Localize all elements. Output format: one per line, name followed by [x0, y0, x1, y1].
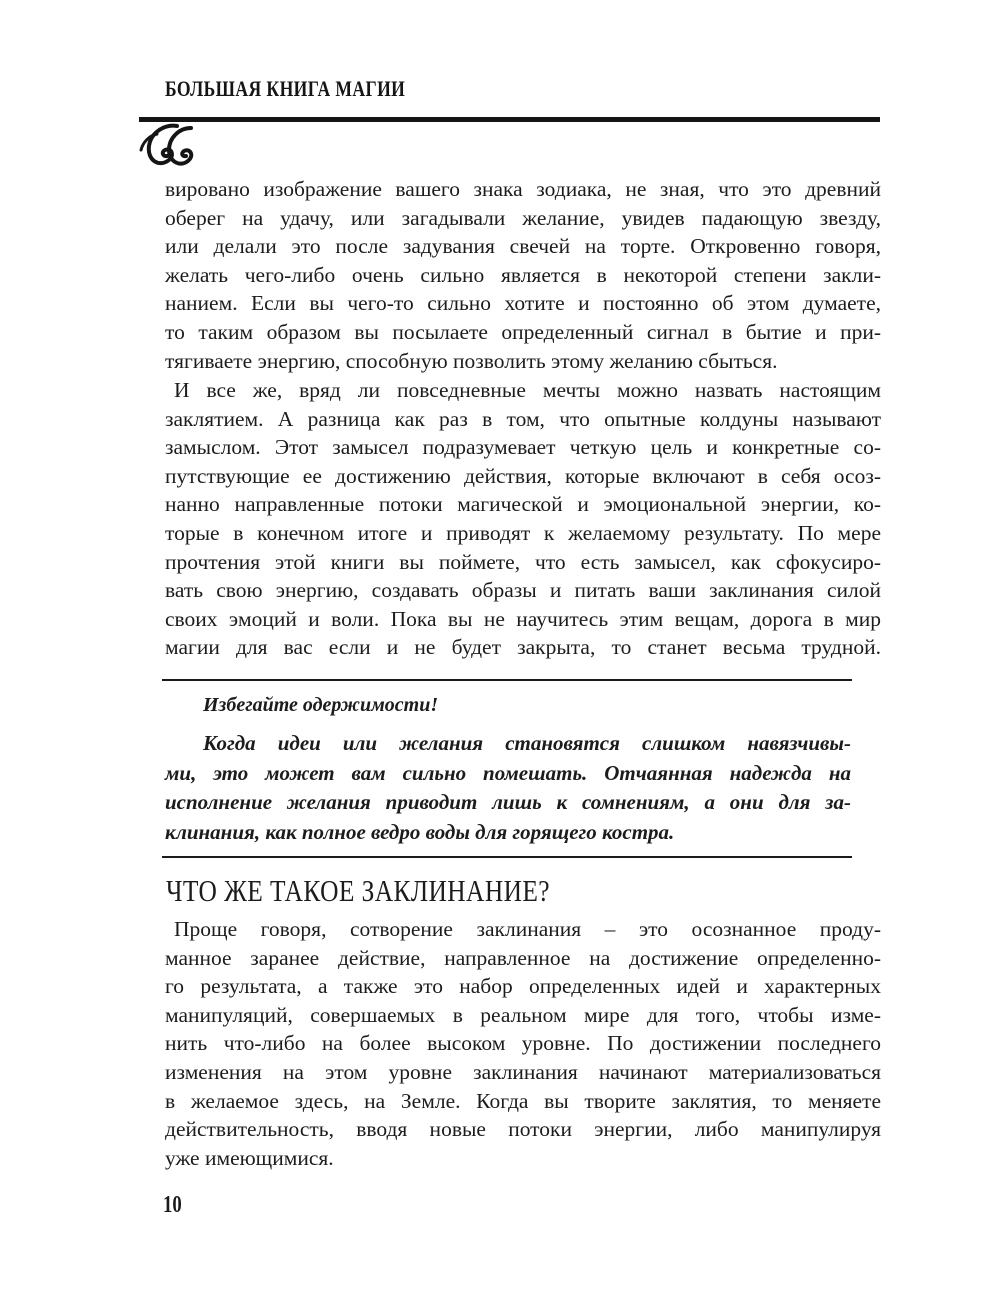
header-rule	[139, 117, 880, 122]
text-line: изменения на этом уровне заклинания начинают материализоваться	[165, 1059, 881, 1084]
text-line: уже имеющимися.	[165, 1145, 334, 1170]
text-line: замыслом. Этот замысел подразумевает четкую цель и конкретные со-	[165, 435, 881, 460]
text-line: магии для вас если и не будет закрыта, то станет весьма трудной.	[165, 635, 881, 660]
section-paragraph	[165, 915, 881, 1172]
text-line: то таким образом вы посылаете определенный сигнал в бытие и при-	[165, 319, 881, 344]
text-line: вать свою энергию, создавать образы и питать ваши заклинания силой	[165, 578, 881, 603]
text-line: своих эмоций и воли. Пока вы не научитесь этим вещам, дорога в мир	[165, 606, 881, 631]
callout-title: Избегайте одержимости!	[203, 694, 439, 716]
text-line: нить что-либо на более высоком уровне. По достижении последнего	[165, 1031, 881, 1056]
callout-text	[165, 729, 851, 847]
text-line: Когда идеи или желания становятся слишком навязчивы-	[203, 731, 851, 755]
text-line: действительность, вводя новые потоки энергии, либо манипулируя	[165, 1117, 881, 1142]
text-line: торые в конечном итоге и приводят к желаемому результату. По мере	[165, 520, 881, 545]
text-line: го результата, а также это набор определенных идей и характерных	[165, 974, 881, 999]
text-line: заклятием. А разница как раз в том, что опытные колдуны называют	[165, 406, 881, 431]
text-line: путствующие ее достижению действия, которые включают в себя осоз-	[165, 463, 881, 488]
text-line: вировано изображение вашего знака зодиака, не зная, что это древний	[165, 177, 881, 201]
text-line: прочтения этой книги вы поймете, что есть замысел, как сфокусиро-	[165, 549, 881, 574]
text-line: тягиваете энергию, способную позволить этому желанию сбыться.	[165, 348, 778, 373]
text-line: желать чего-либо очень сильно является в некоторой степени закли-	[165, 262, 881, 287]
page-number: 10	[163, 1192, 182, 1218]
text-line: манипуляций, совершаемых в реальном мире для того, чтобы изме-	[165, 1002, 881, 1027]
callout-bottom-rule	[162, 856, 852, 858]
paragraph-2	[165, 376, 881, 662]
text-line: или делали это после задувания свечей на торте. Откровенно говоря,	[165, 234, 881, 259]
text-line: Проще говоря, сотворение заклинания – это осознанное проду-	[174, 917, 881, 941]
text-line: ми, это может вам сильно помешать. Отчаянная надежда на	[165, 760, 851, 785]
text-line: манное заранее действие, направленное на достижение определенно-	[165, 945, 881, 970]
decorative-swirl-icon	[137, 120, 197, 172]
text-line: исполнение желания приводит лишь к сомнениям, а они для за-	[165, 790, 851, 814]
text-line: в желаемое здесь, на Земле. Когда вы творите заклятия, то меняете	[165, 1088, 881, 1113]
text-line: И все же, вряд ли повседневные мечты можно назвать настоящим	[174, 378, 881, 402]
paragraph-1	[165, 175, 881, 375]
running-head-title: БОЛЬШАЯ КНИГА МАГИИ	[165, 76, 406, 101]
text-line: нанно направленные потоки магической и эмоциональной энергии, ко-	[165, 492, 881, 517]
text-line: оберег на удачу, или загадывали желание, увидев падающую звезду,	[165, 205, 881, 230]
section-heading: ЧТО ЖЕ ТАКОЕ ЗАКЛИНАНИЕ?	[166, 873, 550, 908]
callout-top-rule	[162, 679, 852, 681]
text-line: клинания, как полное ведро воды для горящего костра.	[165, 819, 675, 844]
text-line: нанием. Если вы чего-то сильно хотите и постоянно об этом думаете,	[165, 291, 881, 316]
